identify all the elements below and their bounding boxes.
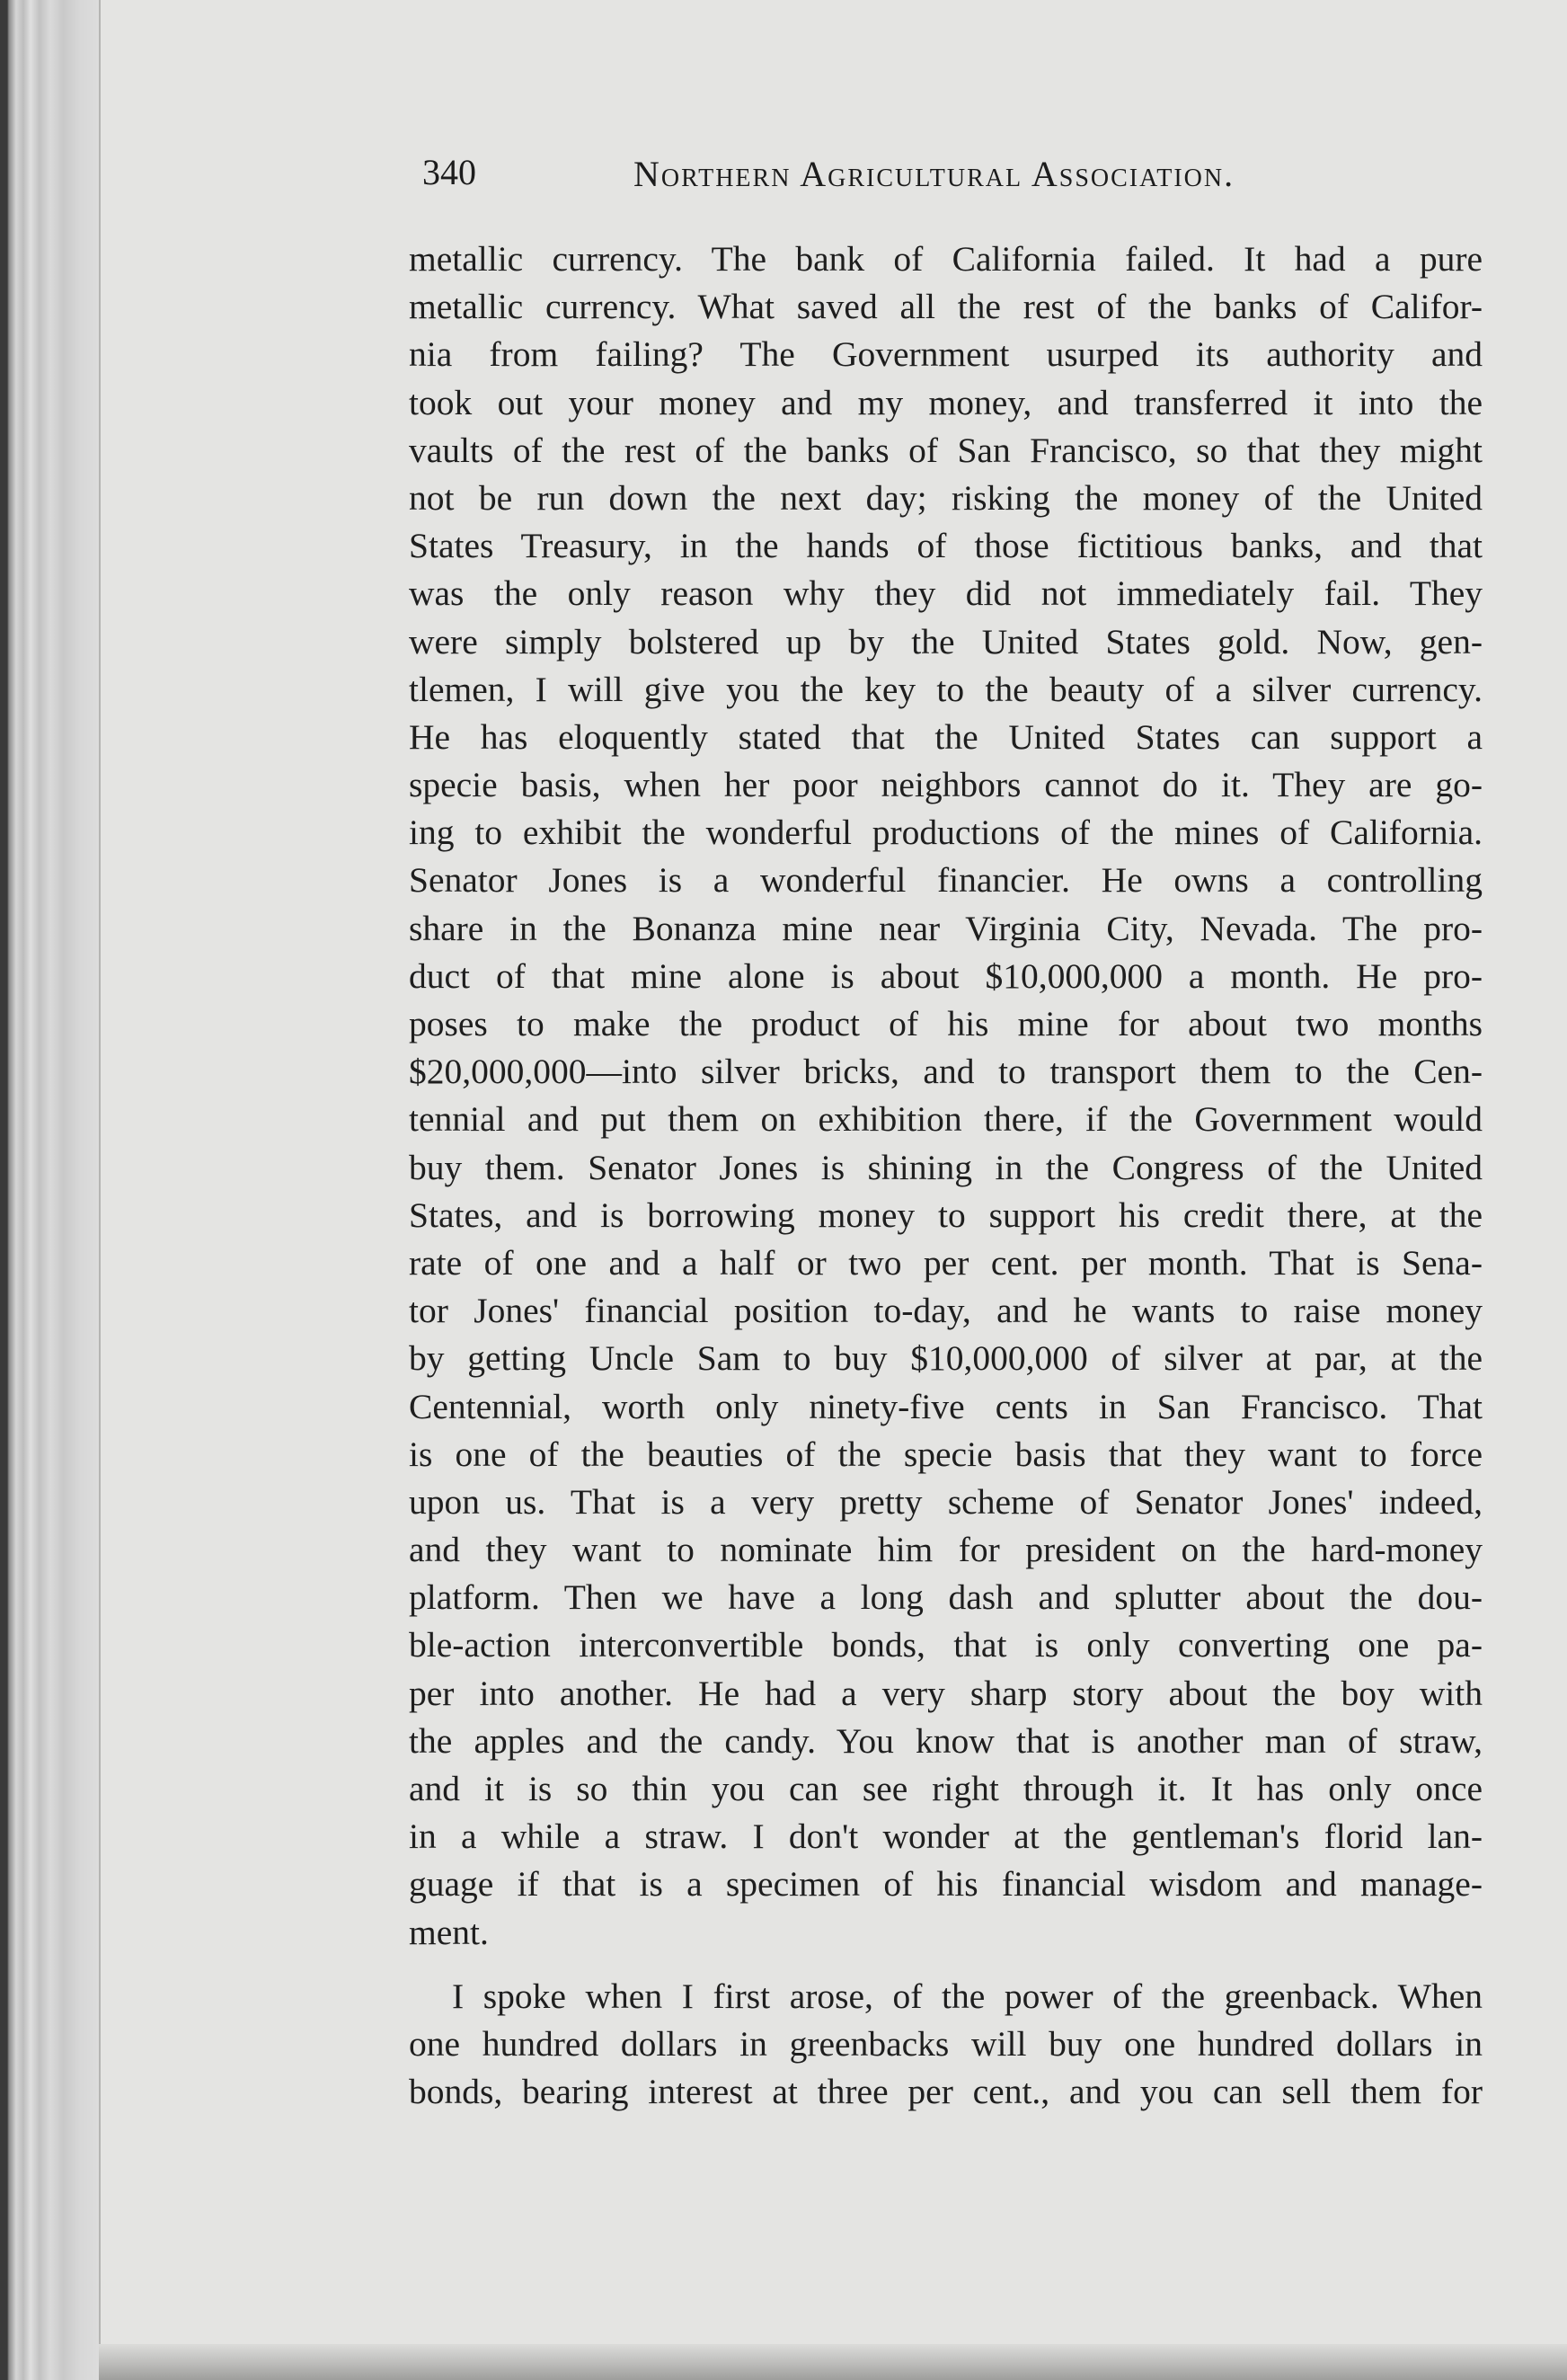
text-line: per into another. He had a very sharp story about the boy with (409, 1673, 1483, 1713)
page-number: 340 (422, 152, 476, 192)
text-line: metallic currency. What saved all the rest of the banks of Califor- (409, 287, 1483, 327)
text-line: by getting Uncle Sam to buy $10,000,000 of silver at par, at the (409, 1338, 1483, 1379)
text-line: was the only reason why they did not immediately fail. They (409, 573, 1483, 614)
text-line: metallic currency. The bank of California failed. It had a pure (409, 239, 1483, 279)
text-line: He has eloquently stated that the United States can support a (409, 716, 1483, 757)
text-line: ment. (409, 1912, 489, 1952)
text-line: ble-action interconvertible bonds, that is only converting one pa- (409, 1625, 1483, 1665)
text-line: tennial and put them on exhibition there, if the Government would (409, 1099, 1483, 1140)
text-line: guage if that is a specimen of his financial wisdom and manage- (409, 1864, 1483, 1905)
paragraph (409, 235, 1483, 1957)
text-line: Centennial, worth only ninety-five cents in San Francisco. That (409, 1386, 1483, 1426)
text-line: rate of one and a half or two per cent. per month. That is Sena- (409, 1242, 1483, 1283)
text-line: and it is so thin you can see right through it. It has only once (409, 1769, 1483, 1808)
text-line: in a while a straw. I don't wonder at the gentleman's florid lan- (409, 1816, 1483, 1857)
text-line: poses to make the product of his mine for about two months (409, 1004, 1483, 1043)
page-bottom-edge (99, 2344, 1567, 2380)
text-line: took out your money and my money, and transferred it into the (409, 382, 1483, 422)
text-line: not be run down the next day; risking the money of the United (409, 477, 1483, 518)
text-line: share in the Bonanza mine near Virginia City, Nevada. The pro- (409, 908, 1483, 948)
text-line: I spoke when I first arose, of the power of the greenback. When (452, 1976, 1483, 2016)
page-header (422, 151, 1465, 205)
text-line: upon us. That is a very pretty scheme of Senator Jones' indeed, (409, 1481, 1483, 1522)
text-line: buy them. Senator Jones is shining in the Congress of the United (409, 1147, 1483, 1187)
text-line: the apples and the candy. You know that is another man of straw, (409, 1720, 1483, 1761)
text-line: States Treasury, in the hands of those fictitious banks, and that (409, 526, 1483, 566)
text-line: bonds, bearing interest at three per cent., and you can sell them for (409, 2072, 1483, 2112)
text-line: States, and is borrowing money to support his credit there, at the (409, 1194, 1483, 1235)
book-binding-edge (0, 0, 108, 2380)
text-line: is one of the beauties of the specie basis that they want to force (409, 1434, 1483, 1474)
text-line: vaults of the rest of the banks of San Francisco, so that they might (409, 430, 1483, 470)
text-line: and they want to nominate him for president on the hard-money (409, 1530, 1483, 1570)
text-line: were simply bolstered up by the United States gold. Now, gen- (409, 621, 1483, 662)
text-line: platform. Then we have a long dash and splutter about the dou- (409, 1577, 1483, 1618)
text-line: $20,000,000—into silver bricks, and to transport them to the Cen- (409, 1052, 1483, 1092)
text-line: nia from failing? The Government usurped its authority and (409, 334, 1483, 375)
paragraph-gap (409, 1957, 1483, 1973)
text-line: Senator Jones is a wonderful financier. He owns a controlling (409, 860, 1483, 901)
paragraph (409, 1973, 1483, 2117)
text-line: tor Jones' financial position to-day, and he wants to raise money (409, 1291, 1483, 1331)
text-line: tlemen, I will give you the key to the beauty of a silver currency. (409, 669, 1483, 709)
text-line: ing to exhibit the wonderful productions of the mines of California. (409, 813, 1483, 853)
text-line: specie basis, when her poor neighbors cannot do it. They are go- (409, 765, 1483, 805)
body-text (409, 235, 1483, 2116)
text-line: one hundred dollars in greenbacks will buy one hundred dollars in (409, 2023, 1483, 2064)
running-title: Northern Agricultural Association. (633, 154, 1235, 194)
text-line: duct of that mine alone is about $10,000,000 a month. He pro- (409, 955, 1483, 996)
